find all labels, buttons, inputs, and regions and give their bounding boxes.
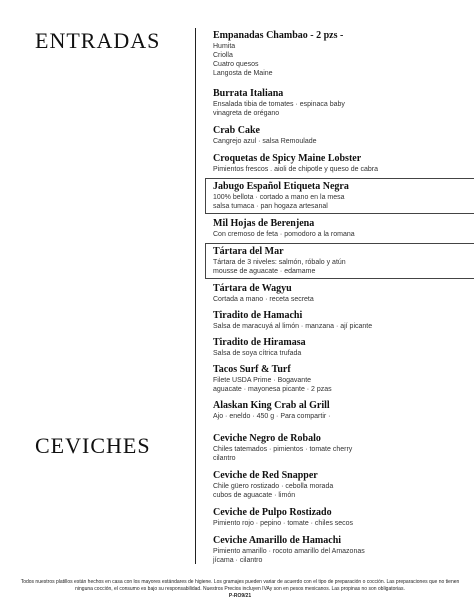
menu-item-description: 100% bellota · cortado a mano en la mesa (213, 194, 345, 201)
footer-line-1: Todos nuestros platillos están hechos en casa con los mayores estándares de higiene. Los gramajes pueden variar de acuerdo con el tipo de preparación o cocción. Las preparaciones (20, 579, 428, 585)
menu-item-name: Tiradito de Hamachi (213, 310, 303, 321)
menu-item-description: Chiles tatemados · pimientos · tomate cherry (213, 446, 353, 453)
menu-item-description: Pimiento rojo · pepino · tomate · chiles secos (213, 520, 354, 527)
menu-item-name: Tacos Surf & Turf (213, 364, 291, 375)
menu-item-name: Tiradito de Hiramasa (213, 337, 306, 348)
menu-item-description: Filete USDA Prime · Bogavante (213, 377, 312, 384)
entradas-list (213, 30, 463, 421)
footer-disclaimer (20, 579, 460, 600)
menu-item-description: mousse de aguacate · edamame (213, 268, 316, 275)
menu-item-name: Ceviche de Red Snapper (213, 470, 318, 481)
menu-item-description: Humita (213, 43, 236, 50)
menu-item-description: aguacate · mayonesa picante · 2 pzas (213, 386, 332, 393)
menu-item-description: salsa tumaca · pan hogaza artesanal (213, 203, 328, 210)
menu-item-description: Ajo · eneldo · 450 g · Para compartir · (213, 413, 331, 420)
menu-item (213, 283, 463, 304)
menu-item-name: Burrata Italiana (213, 88, 284, 99)
menu-item (213, 310, 463, 331)
menu-item (213, 507, 463, 528)
menu-item-name: Mil Hojas de Berenjena (213, 218, 315, 229)
menu-item-name: Crab Cake (213, 125, 260, 136)
menu-item-description: Pimiento amarillo · rocoto amarillo del Amazonas (213, 548, 365, 555)
menu-item (213, 400, 463, 421)
menu-item-description: Langosta de Maine (213, 70, 273, 77)
menu-item-name: Alaskan King Crab al Grill (213, 400, 330, 411)
menu-item (213, 364, 463, 394)
ceviches-list (213, 433, 463, 565)
menu-item-description: Pimientos frescos . aioli de chipotle y queso de cabra (213, 166, 378, 173)
menu-item (213, 470, 463, 500)
menu-item-description: cubos de aguacate · limón (213, 492, 296, 499)
menu-item-description: Criolla (213, 52, 233, 59)
menu-item-description: Cuatro quesos (213, 61, 259, 68)
menu-item (213, 30, 463, 78)
menu-item-description: Ensalada tibia de tomates · espinaca baby (213, 101, 345, 108)
menu-item-description: Chile güero rostizado · cebolla morada (213, 483, 334, 490)
menu-item-description: Cortada a mano · receta secreta (213, 296, 314, 303)
menu-item-description: vinagreta de orégano (213, 110, 280, 117)
menu-item (213, 153, 463, 174)
menu-item-description: cilantro (213, 455, 236, 462)
vertical-divider (195, 28, 196, 564)
menu-item (213, 535, 463, 565)
menu-item-description: Con cremoso de feta · pomodoro a la romana (213, 231, 355, 238)
menu-item-name: Ceviche Negro de Robalo (213, 433, 321, 444)
menu-item (213, 337, 463, 358)
menu-item-name: Empanadas Chambao - 2 pzs - (213, 30, 344, 41)
menu-item-name: Tártara del Mar (213, 246, 284, 257)
menu-item-description: Cangrejo azul · salsa Remoulade (213, 138, 317, 145)
menu-item-name: Tártara de Wagyu (213, 283, 292, 294)
menu-item-name: Ceviche de Pulpo Rostizado (213, 507, 332, 518)
menu-item-description: jícama · cilantro (213, 557, 263, 564)
menu-item (213, 125, 463, 146)
menu-item-description: Tártara de 3 niveles: salmón, róbalo y atún (213, 259, 346, 266)
footer-code: P-RO9/21 (228, 593, 252, 599)
menu-item-name: Ceviche Amarillo de Hamachi (213, 535, 342, 546)
menu-item-description: Salsa de soya cítrica trufada (213, 350, 302, 357)
menu-item (213, 433, 463, 463)
footer-line-2: que no tienen ninguna cocción, el consumo es bajo su responsabilidad. Nuestros Precios incluyen IVAy son en pesos mexicanos. Las propinas no son obligatorias. (75, 579, 460, 592)
menu-item-name: Jabugo Español Etiqueta Negra (213, 181, 349, 192)
menu-item (213, 181, 463, 211)
menu-item (213, 88, 463, 118)
menu-item-description: Salsa de maracuyá al limón · manzana · ají picante (213, 323, 373, 330)
menu-item (213, 218, 463, 239)
section-title-entradas: ENTRADAS (35, 28, 161, 53)
menu-item (213, 246, 463, 276)
menu-item-name: Croquetas de Spicy Maine Lobster (213, 153, 362, 164)
section-title-ceviches: CEVICHES (35, 433, 151, 458)
